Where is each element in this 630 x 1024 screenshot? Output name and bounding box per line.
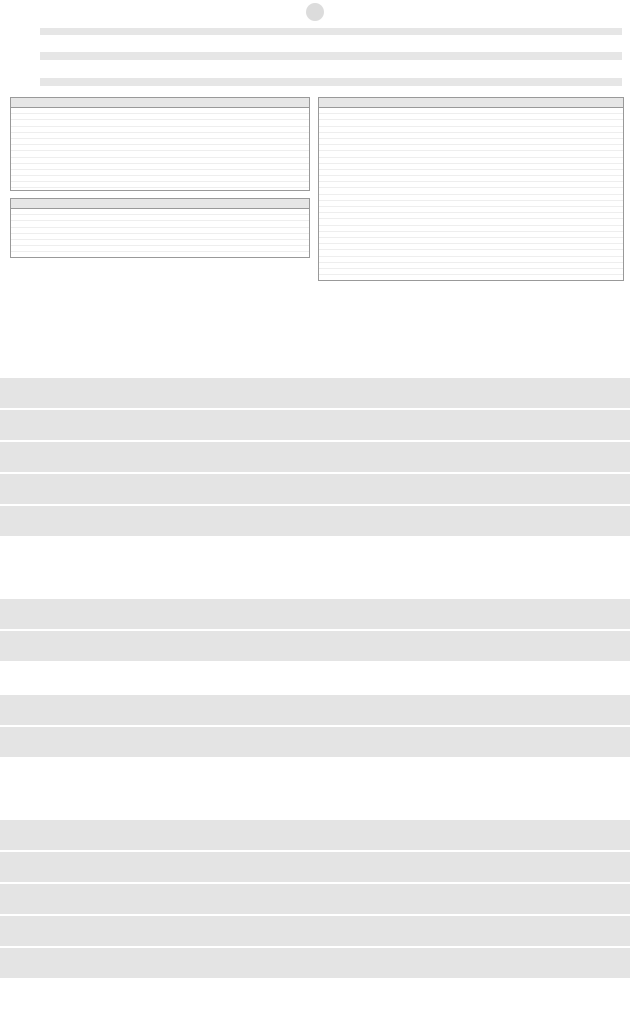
day-cell[interactable]	[62, 916, 136, 946]
mini-month-row	[258, 79, 303, 88]
day-cell[interactable]	[432, 378, 506, 408]
day-cell[interactable]	[432, 442, 506, 472]
mini-month-row	[351, 45, 396, 54]
day-cell[interactable]	[432, 410, 506, 440]
mini-month	[537, 28, 582, 106]
mini-month-row	[351, 79, 396, 88]
mini-month-row	[212, 45, 257, 54]
day-cell[interactable]	[358, 378, 432, 408]
day-cell[interactable]	[210, 852, 284, 882]
mini-month-row	[305, 71, 350, 80]
mini-month	[398, 28, 443, 106]
week-row	[0, 474, 630, 504]
mini-month-row	[212, 62, 257, 71]
day-cell[interactable]	[284, 506, 358, 536]
week-number	[0, 599, 62, 629]
mini-month-name	[305, 28, 350, 36]
mini-month-row	[584, 71, 629, 80]
mini-month-row	[165, 53, 210, 62]
day-cell[interactable]	[136, 506, 210, 536]
day-cell[interactable]	[506, 631, 580, 661]
day-cell[interactable]	[358, 663, 432, 693]
day-cell[interactable]	[136, 820, 210, 850]
mini-month-row	[398, 45, 443, 54]
mini-month-row	[305, 62, 350, 71]
week-number	[0, 820, 62, 850]
day-cell[interactable]	[432, 916, 506, 946]
day-cell[interactable]	[136, 916, 210, 946]
day-cell[interactable]	[358, 410, 432, 440]
day-cell[interactable]	[358, 820, 432, 850]
mini-month-name	[491, 28, 536, 36]
mini-month-row	[258, 62, 303, 71]
day-cell[interactable]	[506, 820, 580, 850]
day-cell[interactable]	[62, 631, 136, 661]
day-cell[interactable]	[62, 410, 136, 440]
day-cell[interactable]	[210, 916, 284, 946]
mini-month-row	[444, 45, 489, 54]
mini-month-row	[305, 88, 350, 97]
day-cell[interactable]	[210, 599, 284, 629]
weekday-header-row	[0, 575, 630, 595]
mini-month-row	[72, 71, 117, 80]
day-cell[interactable]	[136, 599, 210, 629]
mini-month-row	[444, 36, 489, 45]
week-number	[0, 852, 62, 882]
mini-month-row	[212, 88, 257, 97]
mini-month-row	[537, 45, 582, 54]
mini-month-row	[398, 53, 443, 62]
mini-month	[119, 28, 164, 106]
day-cell[interactable]	[210, 506, 284, 536]
day-cell[interactable]	[358, 506, 432, 536]
day-cell[interactable]	[432, 884, 506, 914]
day-cell[interactable]	[432, 631, 506, 661]
hanging-hole	[306, 3, 324, 21]
mini-month-row	[351, 62, 396, 71]
mini-month-row	[72, 79, 117, 88]
day-cell[interactable]	[210, 378, 284, 408]
mini-month-row	[119, 45, 164, 54]
mini-month-row	[351, 53, 396, 62]
mini-month-row	[258, 36, 303, 45]
day-cell[interactable]	[210, 663, 284, 693]
day-cell[interactable]	[284, 410, 358, 440]
day-cell[interactable]	[210, 410, 284, 440]
week-number	[0, 442, 62, 472]
day-cell[interactable]	[210, 474, 284, 504]
day-cell[interactable]	[284, 820, 358, 850]
mini-month-row	[305, 45, 350, 54]
day-cell[interactable]	[210, 631, 284, 661]
week-number	[0, 506, 62, 536]
day-cell[interactable]	[358, 599, 432, 629]
day-cell[interactable]	[136, 442, 210, 472]
week-row	[0, 599, 630, 629]
mini-month-row	[165, 88, 210, 97]
mini-month-row	[537, 71, 582, 80]
week-number	[0, 410, 62, 440]
day-cell[interactable]	[136, 378, 210, 408]
day-cell[interactable]	[284, 442, 358, 472]
week-number	[0, 884, 62, 914]
day-cell[interactable]	[358, 884, 432, 914]
day-cell[interactable]	[136, 410, 210, 440]
mini-month-row	[351, 88, 396, 97]
mini-month-row	[398, 88, 443, 97]
table-header	[319, 98, 623, 108]
day-cell[interactable]	[62, 884, 136, 914]
day-cell[interactable]	[62, 852, 136, 882]
holiday-table-switzerland	[318, 97, 624, 281]
day-cell[interactable]	[284, 852, 358, 882]
mini-month-row	[165, 36, 210, 45]
mini-month-name	[351, 28, 396, 36]
mini-month-row	[584, 45, 629, 54]
mini-month-row	[398, 62, 443, 71]
day-cell[interactable]	[506, 884, 580, 914]
day-cell[interactable]	[432, 663, 506, 693]
mini-month-row	[165, 45, 210, 54]
mini-month-name	[398, 28, 443, 36]
day-cell[interactable]	[506, 442, 580, 472]
day-cell[interactable]	[432, 695, 506, 725]
day-cell[interactable]	[62, 378, 136, 408]
mini-month-row	[212, 71, 257, 80]
mini-month-name	[258, 28, 303, 36]
mini-month-row	[444, 88, 489, 97]
table-row	[11, 188, 309, 191]
mini-month-row	[305, 53, 350, 62]
mini-month-row	[72, 88, 117, 97]
mini-month-row	[212, 79, 257, 88]
day-cell[interactable]	[284, 695, 358, 725]
day-cell[interactable]	[506, 695, 580, 725]
mini-month-row	[258, 45, 303, 54]
day-cell[interactable]	[136, 727, 210, 757]
week-number	[0, 378, 62, 408]
day-cell[interactable]	[210, 884, 284, 914]
day-cell[interactable]	[284, 631, 358, 661]
day-cell[interactable]	[358, 695, 432, 725]
year-label	[4, 30, 24, 96]
week-number	[0, 474, 62, 504]
week-row	[0, 852, 630, 882]
mini-month	[212, 28, 257, 106]
day-cell[interactable]	[62, 820, 136, 850]
week-row	[0, 378, 630, 408]
mini-month-name	[444, 28, 489, 36]
day-cell[interactable]	[136, 695, 210, 725]
mini-month-row	[72, 45, 117, 54]
mini-month-row	[72, 62, 117, 71]
day-cell[interactable]	[136, 884, 210, 914]
mini-month-row	[351, 71, 396, 80]
day-cell[interactable]	[284, 916, 358, 946]
mini-month-row	[305, 36, 350, 45]
vertical-label	[4, 922, 12, 962]
mini-month	[444, 28, 489, 106]
mini-month-row	[491, 71, 536, 80]
day-cell[interactable]	[136, 631, 210, 661]
day-cell[interactable]	[62, 695, 136, 725]
mini-month-row	[444, 53, 489, 62]
mini-month-row	[258, 88, 303, 97]
day-cell[interactable]	[284, 378, 358, 408]
day-cell[interactable]	[432, 727, 506, 757]
mini-month-row	[491, 36, 536, 45]
mini-month-row	[491, 79, 536, 88]
mini-month-row	[119, 53, 164, 62]
mini-month	[258, 28, 303, 106]
mini-month-row	[119, 36, 164, 45]
week-row	[0, 884, 630, 914]
week-row	[0, 916, 630, 946]
day-cell[interactable]	[506, 916, 580, 946]
mini-month-row	[351, 36, 396, 45]
week-row	[0, 820, 630, 850]
day-cell[interactable]	[284, 884, 358, 914]
mini-month-row	[537, 36, 582, 45]
mini-month-row	[537, 53, 582, 62]
day-cell[interactable]	[210, 727, 284, 757]
week-number	[0, 695, 62, 725]
mini-month	[165, 28, 210, 106]
day-cell[interactable]	[62, 506, 136, 536]
day-cell[interactable]	[432, 599, 506, 629]
table-row	[11, 252, 309, 258]
mini-month-row	[444, 79, 489, 88]
mini-month-row	[537, 88, 582, 97]
weekday-header-row	[0, 796, 630, 816]
week-number	[0, 663, 62, 693]
mini-month-row	[72, 36, 117, 45]
mini-month-row	[119, 79, 164, 88]
mini-month-row	[119, 88, 164, 97]
day-cell[interactable]	[358, 916, 432, 946]
day-cell[interactable]	[62, 599, 136, 629]
mini-month-row	[584, 62, 629, 71]
week-number	[0, 727, 62, 757]
day-cell[interactable]	[62, 663, 136, 693]
week-row	[0, 506, 630, 536]
day-cell[interactable]	[358, 474, 432, 504]
mini-month-row	[398, 71, 443, 80]
day-cell[interactable]	[358, 631, 432, 661]
day-cell[interactable]	[284, 727, 358, 757]
day-cell[interactable]	[210, 442, 284, 472]
mini-month-row	[491, 53, 536, 62]
mini-month-name	[72, 28, 117, 36]
mini-month-row	[491, 45, 536, 54]
mini-month-row	[491, 88, 536, 97]
mini-month-row	[165, 71, 210, 80]
mini-month-row	[491, 62, 536, 71]
mini-month	[491, 28, 536, 106]
mini-month-row	[584, 88, 629, 97]
mini-month-row	[258, 53, 303, 62]
mini-month-row	[584, 53, 629, 62]
week-row	[0, 631, 630, 661]
day-cell[interactable]	[62, 474, 136, 504]
mini-month-name	[584, 28, 629, 36]
year-overview-strip	[0, 972, 630, 1024]
mini-month-row	[444, 71, 489, 80]
mini-month-row	[258, 71, 303, 80]
table-header	[11, 98, 309, 108]
week-row	[0, 410, 630, 440]
day-cell[interactable]	[432, 474, 506, 504]
mini-month-row	[444, 62, 489, 71]
week-row	[0, 695, 630, 725]
mini-month	[584, 28, 629, 106]
day-cell[interactable]	[506, 727, 580, 757]
mini-month	[351, 28, 396, 106]
mini-month-name	[165, 28, 210, 36]
day-cell[interactable]	[62, 442, 136, 472]
day-cell[interactable]	[62, 727, 136, 757]
mini-month-row	[398, 79, 443, 88]
mini-month-row	[119, 62, 164, 71]
mini-month-row	[212, 53, 257, 62]
mini-month-row	[119, 71, 164, 80]
mini-month	[305, 28, 350, 106]
mini-month-row	[584, 79, 629, 88]
day-cell[interactable]	[210, 695, 284, 725]
top-info-zone	[0, 0, 630, 318]
mini-month-row	[165, 79, 210, 88]
mini-month-row	[72, 53, 117, 62]
mini-month-row	[165, 62, 210, 71]
week-row	[0, 442, 630, 472]
weekday-header-row	[0, 354, 630, 374]
table-header	[11, 199, 309, 209]
day-cell[interactable]	[284, 599, 358, 629]
week-row	[0, 727, 630, 757]
day-cell[interactable]	[432, 506, 506, 536]
day-cell[interactable]	[506, 410, 580, 440]
day-cell[interactable]	[210, 820, 284, 850]
day-cell[interactable]	[358, 852, 432, 882]
holiday-table-germany	[10, 97, 310, 191]
mini-month-row	[305, 79, 350, 88]
day-cell[interactable]	[506, 599, 580, 629]
holiday-table-austria	[10, 198, 310, 258]
mini-month	[72, 28, 117, 106]
mini-month-row	[537, 79, 582, 88]
day-cell[interactable]	[432, 852, 506, 882]
day-cell[interactable]	[136, 474, 210, 504]
day-cell[interactable]	[506, 378, 580, 408]
day-cell[interactable]	[506, 663, 580, 693]
mini-month-row	[584, 36, 629, 45]
mini-month-row	[537, 62, 582, 71]
day-cell[interactable]	[284, 663, 358, 693]
mini-month-row	[398, 36, 443, 45]
table-row	[319, 275, 623, 281]
day-cell[interactable]	[506, 474, 580, 504]
mini-month-name	[119, 28, 164, 36]
mini-month-row	[212, 36, 257, 45]
day-cell[interactable]	[432, 820, 506, 850]
day-cell[interactable]	[358, 727, 432, 757]
day-cell[interactable]	[506, 852, 580, 882]
day-cell[interactable]	[136, 852, 210, 882]
week-row	[0, 663, 630, 693]
week-number	[0, 631, 62, 661]
mini-month-name	[212, 28, 257, 36]
day-cell[interactable]	[284, 474, 358, 504]
day-cell[interactable]	[506, 506, 580, 536]
day-cell[interactable]	[358, 442, 432, 472]
mini-month-name	[537, 28, 582, 36]
day-cell[interactable]	[136, 663, 210, 693]
